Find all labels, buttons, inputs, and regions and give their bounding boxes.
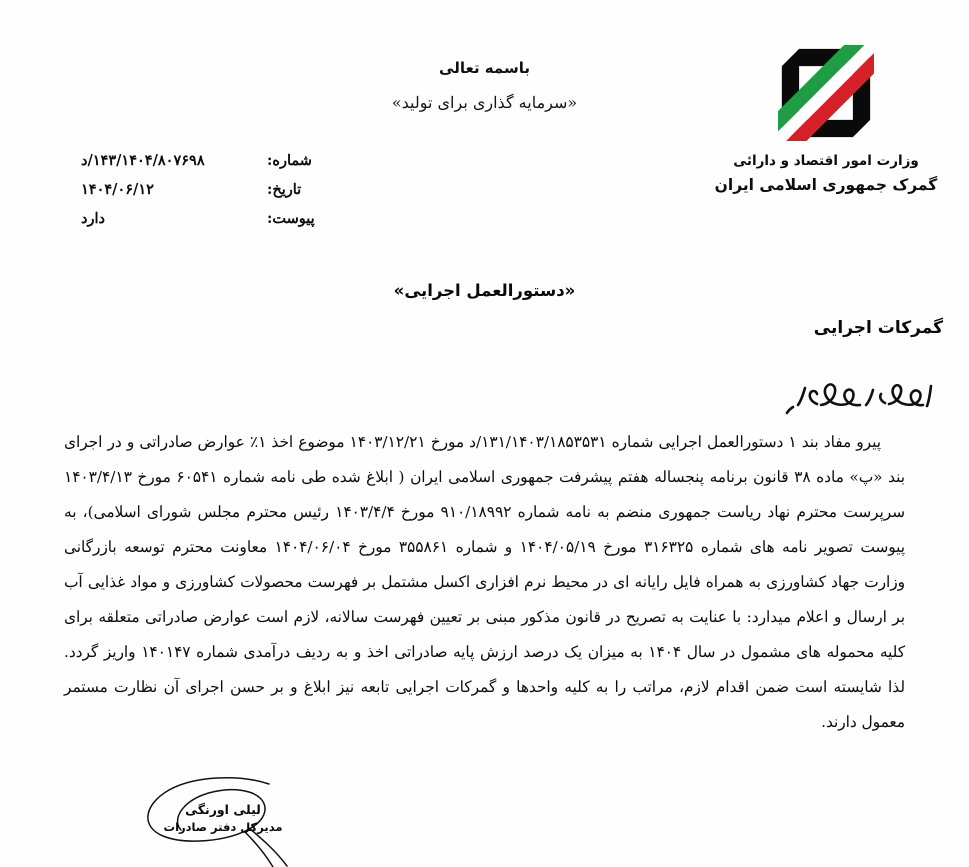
date-value: ۱۴۰۴/۰۶/۱۲	[81, 181, 154, 198]
document-title: «دستورالعمل اجرایی»	[393, 281, 576, 300]
logo-block	[701, 45, 951, 198]
organization-name: گمرک جمهوری اسلامی ایران	[714, 176, 938, 195]
document-body	[64, 425, 905, 740]
meta-row-date	[77, 181, 329, 198]
motto-text: «سرمایه گذاری برای تولید»	[391, 93, 578, 112]
signer-role: مدیرکل دفتر صادرات	[163, 820, 283, 835]
basmala-text: باسمه تعالی	[439, 59, 530, 77]
body-paragraph: پیرو مفاد بند ۱ دستورالعمل اجرایی شماره ۱۳۱/۱۴۰۳/۱۸۵۳۵۳۱/د مورخ ۱۴۰۳/۱۲/۲۱ موضوع اخذ ۱٪ عوارض صادراتی و در اجرای بند «پ» ماده ۳۸ قانون برنامه پنجساله هفتم پیشرفت جمهوری اسلامی ایران ( ابلاغ شده طی نامه شماره ۶۰۵۴۱ مورخ ۱۴۰۳/۴/۱۳ سرپرست محترم نهاد ریاست جمهوری منضم به نامه شماره ۹۱۰/۱۸۹۹۲ مورخ ۱۴۰۳/۴/۴ رئیس محترم مجلس شورای اسلامی)، به پیوست تصویر نامه های شماره ۳۱۶۳۲۵ مورخ ۱۴۰۴/۰۵/۱۹ و شماره ۳۵۵۸۶۱ مورخ ۱۴۰۴/۰۶/۰۴ معاونت محترم توسعه بازرگانی وزارت جهاد کشاورزی به همراه فایل رایانه ای در محیط نرم افزاری اکسل مشتمل بر فهرست محصولات کشاورزی و مواد غذایی آب بر ارسال و اعلام میدارد: با عنایت به تصریح در قانون مذکور مبنی بر تعیین فهرست سالانه، لازم است عوارض صادراتی متعلقه برای کلیه محموله های مشمول در سال ۱۴۰۴ به میزان یک درصد ارزش پایه صادراتی اخذ و به ردیف درآمدی شماره ۱۴۰۱۴۷ واریز گردد. لذا شایسته است ضمن اقدام لازم، مراتب را به کلیه واحدها و گمرکات اجرایی تابعه نیز ابلاغ و بر حسن اجرای آن نظارت مستمر معمول دارند.	[64, 433, 906, 731]
signer-name: لیلی اورنگی	[185, 802, 261, 817]
attachment-label: پیوست:	[267, 210, 315, 227]
meta-row-attachment	[77, 210, 329, 227]
salutation-handwriting-icon	[781, 372, 941, 416]
attachment-value: دارد	[81, 210, 105, 227]
ministry-name: وزارت امور اقتصاد و دارائی	[733, 153, 919, 169]
number-value: ۱۴۳/۱۴۰۴/۸۰۷۶۹۸/د	[81, 152, 205, 169]
document-meta	[77, 152, 329, 239]
handwritten-salutation	[781, 372, 941, 416]
date-label: تاریخ:	[267, 181, 302, 198]
number-label: شماره:	[267, 152, 312, 169]
recipient-line: گمرکات اجرایی	[813, 318, 943, 338]
signature-names	[143, 800, 303, 837]
meta-row-number	[77, 152, 329, 169]
signature-block	[99, 772, 349, 867]
iran-customs-emblem-icon	[778, 45, 874, 141]
